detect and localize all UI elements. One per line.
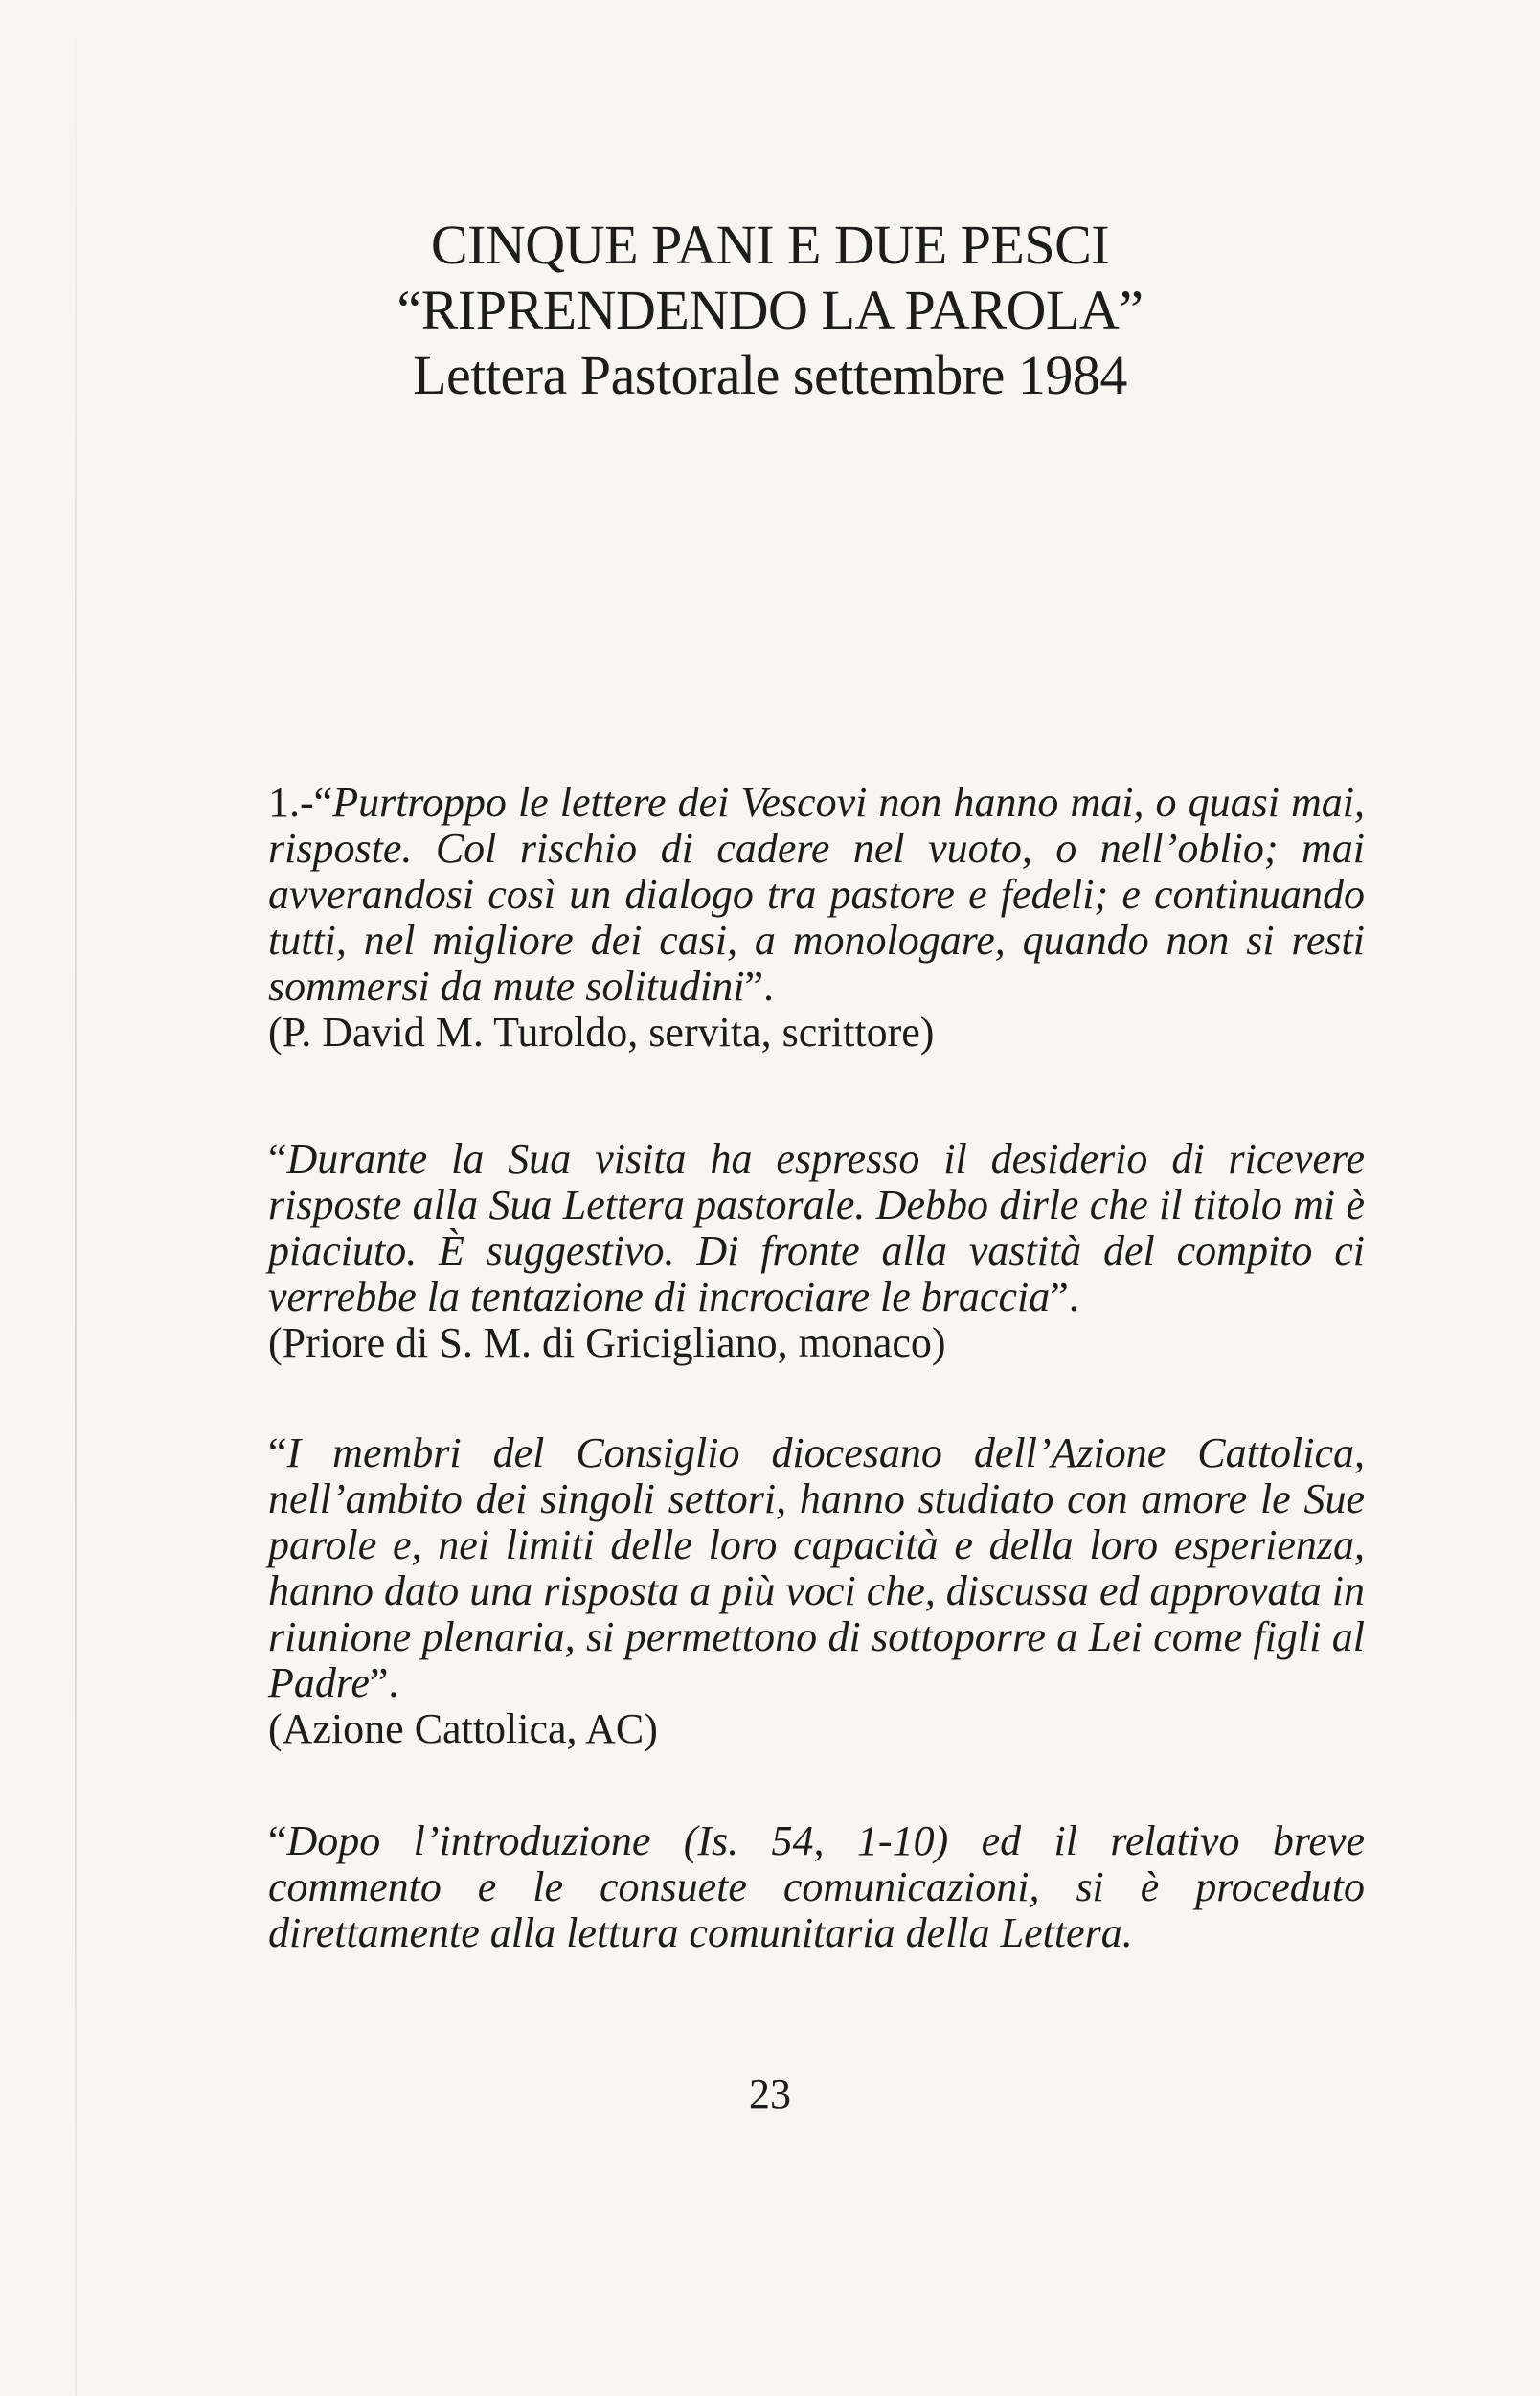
open-quote-mark: “ [268, 1817, 287, 1864]
quote-text [268, 1136, 1365, 1320]
close-quote-mark: ”. [1050, 1273, 1079, 1320]
quote-body: Dopo l’introduzione (Is. 54, 1-10) ed il relativo breve commento e le consuete comunicazioni, si è proceduto direttamente alla lettura comunitaria della Lettera. [268, 1817, 1365, 1956]
quote-attribution: (P. David M. Turoldo, servita, scrittore) [268, 1009, 935, 1056]
quote-block-1 [268, 780, 1365, 1056]
title-block [0, 213, 1540, 408]
open-quote-mark: “ [313, 779, 333, 826]
quote-text [268, 780, 1365, 1010]
title-line-2: “RIPRENDENDO LA PAROLA” [396, 279, 1144, 341]
quote-block-4 [268, 1818, 1365, 1956]
quote-body: Purtroppo le lettere dei Vescovi non hanno mai, o quasi mai, risposte. Col rischio di cadere nel vuoto, o nell’oblio; mai avverandosi così un dialogo tra pastore e fedeli; e continuando tutti, nel migliore dei casi, a monologare, quando non si resti sommersi da mute solitudini [268, 779, 1365, 1010]
quote-text [268, 1430, 1365, 1706]
quote-number: 1.- [268, 779, 314, 826]
subtitle: Lettera Pastorale settembre 1984 [413, 344, 1127, 406]
quote-attribution: (Azione Cattolica, AC) [268, 1705, 658, 1752]
quote-body: Durante la Sua visita ha espresso il desiderio di ricevere risposte alla Sua Lettera pastorale. Debbo dirle che il titolo mi è piaciuto. È suggestivo. Di fronte alla vastità del compito ci verrebbe la tentazione di incrociare le braccia [268, 1135, 1365, 1320]
quote-block-3 [268, 1430, 1365, 1752]
quote-body: I membri del Consiglio diocesano dell’Azione Cattolica, nell’ambito dei singoli settori, hanno studiato con amore le Sue parole e, nei limiti delle loro capacità e della loro esperienza, hanno dato una risposta a più voci che, discussa ed approvata in riunione plenaria, si permettono di sottoporre a Lei come figli al Padre [268, 1429, 1365, 1706]
open-quote-mark: “ [268, 1429, 287, 1476]
page-number: 23 [749, 2070, 791, 2117]
quote-attribution: (Priore di S. M. di Gricigliano, monaco) [268, 1319, 946, 1366]
quote-block-2 [268, 1136, 1365, 1366]
open-quote-mark: “ [268, 1135, 287, 1182]
close-quote-mark: ”. [369, 1659, 399, 1706]
quote-text [268, 1818, 1365, 1956]
close-quote-mark: ”. [744, 963, 774, 1010]
title-line-1: CINQUE PANI E DUE PESCI [430, 214, 1110, 276]
